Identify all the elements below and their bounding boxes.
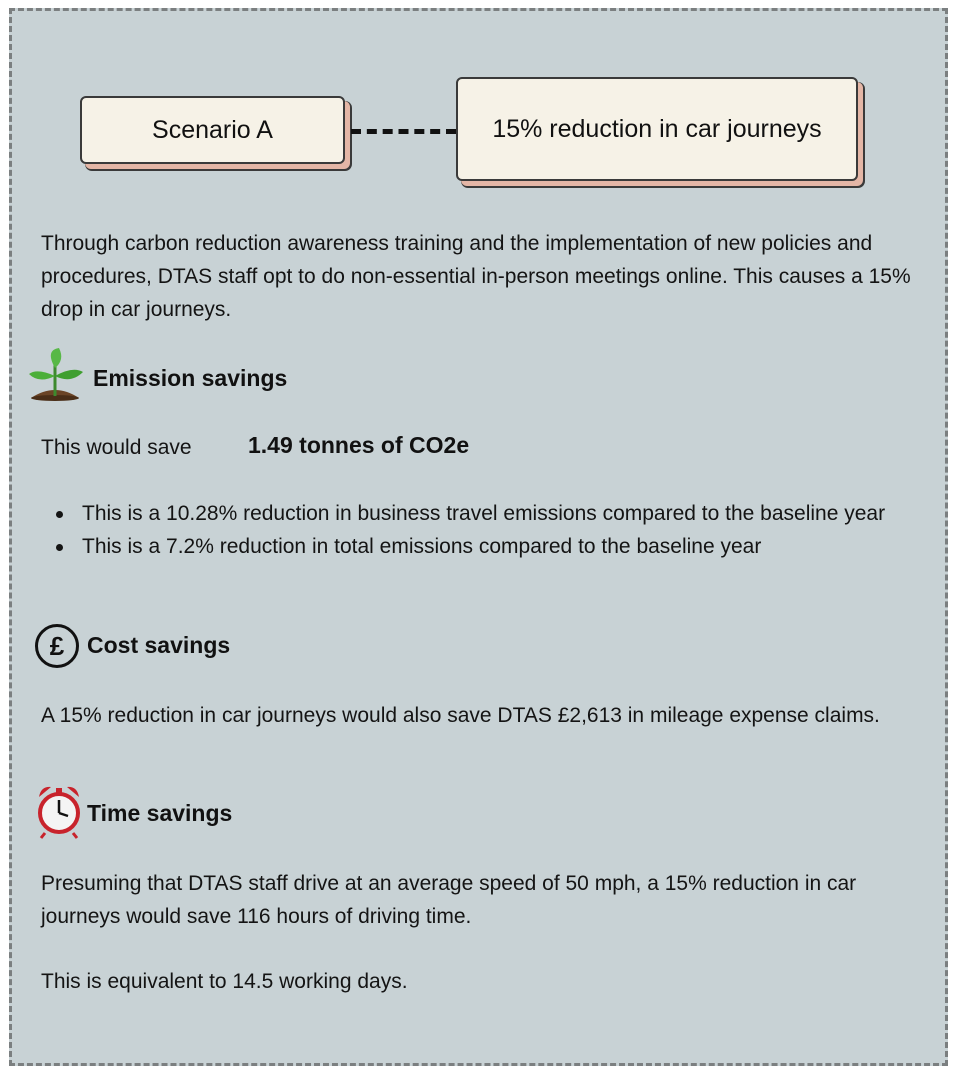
emission-savings-heading: Emission savings — [93, 365, 288, 391]
pound-icon — [34, 623, 80, 669]
plant-icon — [25, 346, 85, 404]
scenario-label-box — [80, 96, 345, 164]
cost-savings-heading: Cost savings — [87, 632, 231, 658]
emission-amount: 1.49 tonnes of CO2e — [248, 432, 470, 458]
time-savings-heading: Time savings — [87, 800, 233, 826]
list-item: This is a 7.2% reduction in total emissions compared to the baseline year — [41, 530, 921, 563]
scenario-description-box — [456, 77, 858, 181]
cost-paragraph: A 15% reduction in car journeys would also save DTAS £2,613 in mileage expense claims. — [41, 704, 880, 727]
time-paragraph: Presuming that DTAS staff drive at an average speed of 50 mph, a 15% reduction in car journeys would save 116 hours of driving time. — [41, 872, 857, 928]
scenario-label: Scenario A — [152, 115, 273, 144]
emission-bullets — [41, 497, 921, 563]
scenario-description: 15% reduction in car journeys — [492, 114, 822, 143]
intro-paragraph: Through carbon reduction awareness training and the implementation of new policies and procedures, DTAS staff opt to do non-essential in-person meetings online. This causes a 15% drop in car journeys. — [41, 232, 911, 321]
svg-text:£: £ — [49, 631, 65, 661]
dashed-connector — [351, 129, 456, 134]
alarm-clock-icon — [35, 783, 83, 839]
time-equivalent: This is equivalent to 14.5 working days. — [41, 970, 408, 993]
list-item: This is a 10.28% reduction in business travel emissions compared to the baseline year — [41, 497, 921, 530]
emission-lead: This would save — [41, 436, 192, 459]
